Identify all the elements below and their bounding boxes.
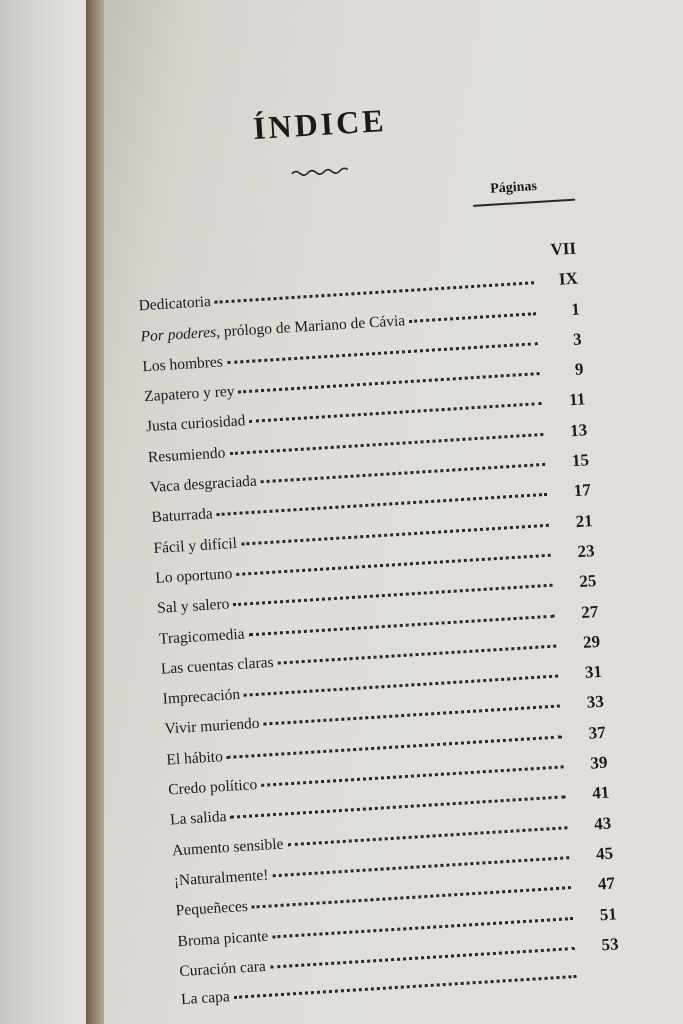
pages-column-header: Páginas [489,178,538,197]
toc-entry-title-text: Broma picante [177,927,269,950]
dot-leader [409,308,536,323]
toc-entry-title [177,927,269,951]
toc-entry-page-number: 11 [568,389,586,410]
toc-entry-title [153,535,237,558]
book-gutter [86,0,104,1024]
toc-entry-title [138,293,211,315]
toc-entry-title [149,473,257,498]
toc-entry-page-number: 25 [578,571,597,592]
toc-entry-title-text: Tragicomedia [158,625,245,648]
toc-entry-page-number: 37 [588,722,607,743]
toc-entry-page-number: 9 [574,359,584,380]
toc-entry-page-number: 29 [582,631,601,652]
toc-entry-title [142,353,223,376]
toc-entry-title-text: Las cuentas claras [160,653,274,678]
toc-entry-title-text: Sal y salero [156,595,230,618]
toc-entry-page-number: 1 [570,299,581,319]
toc-entry-page-number: 39 [589,752,609,773]
page-title: ÍNDICE [251,101,388,147]
toc-entry-page-number: 23 [576,541,596,562]
title-flourish-icon [291,164,350,178]
toc-entry-page-number: 27 [580,601,599,622]
toc-entry-page-number: 33 [586,692,605,713]
toc-entry-title [175,898,248,920]
toc-entry-title-text: La capa [180,988,231,1009]
toc-entry-title [172,835,284,860]
toc-entry-title-text: Credo político [167,776,258,799]
toc-entry-page-number: VII [549,238,577,260]
toc-entry-title-text: El hábito [165,747,224,769]
toc-entry-title [151,506,213,528]
toc-entry-title-text: Los hombres [141,353,224,376]
toc-entry-page-number: 53 [600,934,620,955]
toc-entry-title [157,596,230,618]
toc-entry-page-number: 45 [595,843,614,864]
index-page [104,0,683,1024]
toc-entry-title [147,444,225,467]
toc-entry-title-text: ¡Naturalmente! [173,866,269,890]
toc-entry-page-number: 21 [575,510,594,531]
header-rule [473,199,575,207]
toc-entry-title-italic: Por poderes, [140,323,221,345]
dot-leader [141,250,533,278]
toc-entry-title-text: La salida [169,808,227,829]
toc-entry-title [160,654,274,679]
toc-entry-title-text: Aumento sensible [171,835,284,860]
toc-entry-title [144,383,235,406]
toc-entry-page-number: IX [558,268,579,290]
toc-entry-page-number: 17 [573,480,592,501]
toc-entry-title [168,776,258,799]
toc-entry-title-text: Lo oportuno [154,565,233,587]
toc-entry-title [164,715,260,739]
toc-entry-title-text: Vaca desgraciada [149,472,258,497]
toc-entry-page-number: 47 [597,873,616,894]
toc-entry-title [159,625,245,648]
toc-entry-title-text: Zapatero y rey [143,382,236,406]
toc-entry-title-text: Vivir muriendo [164,715,261,739]
page-content [120,0,622,1022]
toc-entry-title-text: prólogo de Mariano de Cávia [219,311,406,341]
toc-entry-title [162,686,240,709]
table-of-contents [136,239,621,1022]
toc-entry-title-text: Dedicatoria [138,293,212,315]
toc-entry-page-number: 3 [572,329,583,349]
toc-entry-page-number: 13 [569,420,588,441]
toc-entry-title-text: Fácil y difícil [153,534,238,557]
toc-entry-page-number: 43 [593,813,612,834]
toc-entry-title [173,867,269,891]
toc-entry-title-text: Resumiendo [147,444,226,466]
toc-entry-page-number: 31 [584,662,603,683]
toc-entry-page-number [581,977,621,979]
toc-entry-title [181,988,231,1009]
toc-entry-title-text: Imprecación [162,686,241,708]
toc-entry-title [166,748,223,769]
toc-entry-title [155,565,233,588]
toc-entry-title-text: Pequeñeces [175,898,249,920]
toc-entry-title-text: Curación cara [178,957,267,980]
toc-entry-title-text: Justa curiosidad [145,412,246,436]
toc-entry-title [146,413,246,437]
toc-entry-title-text: Baturrada [151,505,214,527]
toc-entry-page-number: 51 [599,903,618,924]
toc-entry-page-number: 15 [571,450,590,471]
toc-entry-page-number: 41 [591,782,610,803]
toc-entry-title [179,958,266,981]
facing-page [0,0,86,1024]
toc-entry-title [170,808,227,829]
